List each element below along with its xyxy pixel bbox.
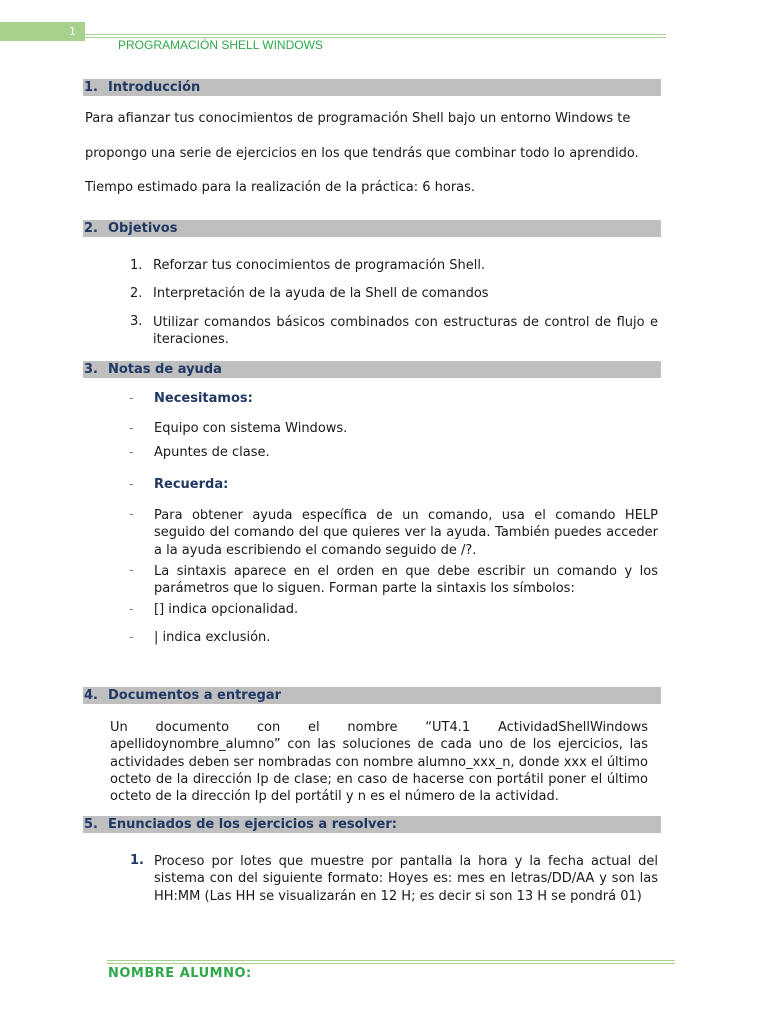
section-heading-objetivos: [83, 220, 661, 237]
section-title: Notas de ayuda: [108, 362, 222, 377]
list-item: | indica exclusión.: [154, 630, 271, 645]
bullet-dash: -: [129, 391, 134, 406]
section-number: 5.: [84, 817, 98, 832]
list-number: 3.: [130, 314, 143, 329]
subheading-necesitamos: Necesitamos:: [154, 391, 253, 406]
section-title: Documentos a entregar: [108, 688, 282, 703]
bullet-dash: -: [129, 421, 134, 436]
list-number: 1.: [130, 258, 143, 273]
list-item: Apuntes de clase.: [154, 445, 270, 460]
bullet-dash: -: [129, 630, 134, 645]
objective-item: Utilizar comandos básicos combinados con estructuras de control de flujo e iteraciones.: [153, 315, 658, 348]
section-number: 4.: [84, 688, 98, 703]
section-heading-documentos: [83, 687, 661, 704]
section-number: 3.: [84, 362, 98, 377]
footer-student-name-label: NOMBRE ALUMNO:: [108, 966, 252, 981]
section-number: 2.: [84, 221, 98, 236]
bullet-dash: -: [129, 563, 134, 578]
exercise-number: 1.: [130, 853, 144, 868]
bullet-dash: -: [129, 445, 134, 460]
bullet-dash: -: [129, 507, 134, 522]
objective-item: Reforzar tus conocimientos de programación Shell.: [153, 258, 486, 273]
section-heading-introduccion: [83, 79, 661, 96]
section-heading-notas-de-ayuda: [83, 361, 661, 378]
documentos-paragraph: Un documento con el nombre “UT4.1 ActividadShellWindows apellidoynombre_alumno” con las soluciones de cada uno de los ejercicios, las actividades deben ser nombradas con nombre alumno_xxx_n, donde xxx el último octeto de la dirección Ip de clase; en caso de hacerse con portátil poner el último octeto de la dirección Ip del portátil y n es el número de la actividad.: [110, 720, 648, 805]
list-item: Para obtener ayuda específica de un comando, usa el comando HELP seguido del comando del que quieres ver la ayuda. También puedes acceder a la ayuda escribiendo el comando seguido de /?.: [154, 508, 658, 558]
section-title: Introducción: [108, 80, 201, 95]
footer-rule: [107, 960, 675, 964]
exercise-text: Proceso por lotes que muestre por pantalla la hora y la fecha actual del sistema con del siguiente formato: Hoyes es: mes en letras/DD/AA y son las HH:MM (Las HH se visualizarán en 12 H; es decir si son 13 H se pondrá 01): [154, 854, 658, 904]
section-number: 1.: [84, 80, 98, 95]
objective-item: Interpretación de la ayuda de la Shell de comandos: [153, 286, 489, 301]
header-title: PROGRAMACIÓN SHELL WINDOWS: [118, 38, 323, 52]
subheading-recuerda: Recuerda:: [154, 477, 229, 492]
section-heading-enunciados: [83, 816, 661, 833]
intro-paragraph-line-1: Para afianzar tus conocimientos de programación Shell bajo un entorno Windows te: [85, 111, 631, 126]
list-item: Equipo con sistema Windows.: [154, 421, 348, 436]
page-number: 1: [0, 22, 85, 41]
bullet-dash: -: [129, 477, 134, 492]
list-item: [] indica opcionalidad.: [154, 602, 299, 617]
section-title: Enunciados de los ejercicios a resolver:: [108, 817, 397, 832]
list-number: 2.: [130, 286, 143, 301]
estimated-time-text: Tiempo estimado para la realización de la práctica: 6 horas.: [85, 180, 476, 195]
section-title: Objetivos: [108, 221, 178, 236]
intro-paragraph-line-2: propongo una serie de ejercicios en los que tendrás que combinar todo lo aprendido.: [85, 146, 639, 161]
bullet-dash: -: [129, 602, 134, 617]
list-item: La sintaxis aparece en el orden en que debe escribir un comando y los parámetros que lo siguen. Forman parte la sintaxis los símbolos:: [154, 564, 658, 597]
